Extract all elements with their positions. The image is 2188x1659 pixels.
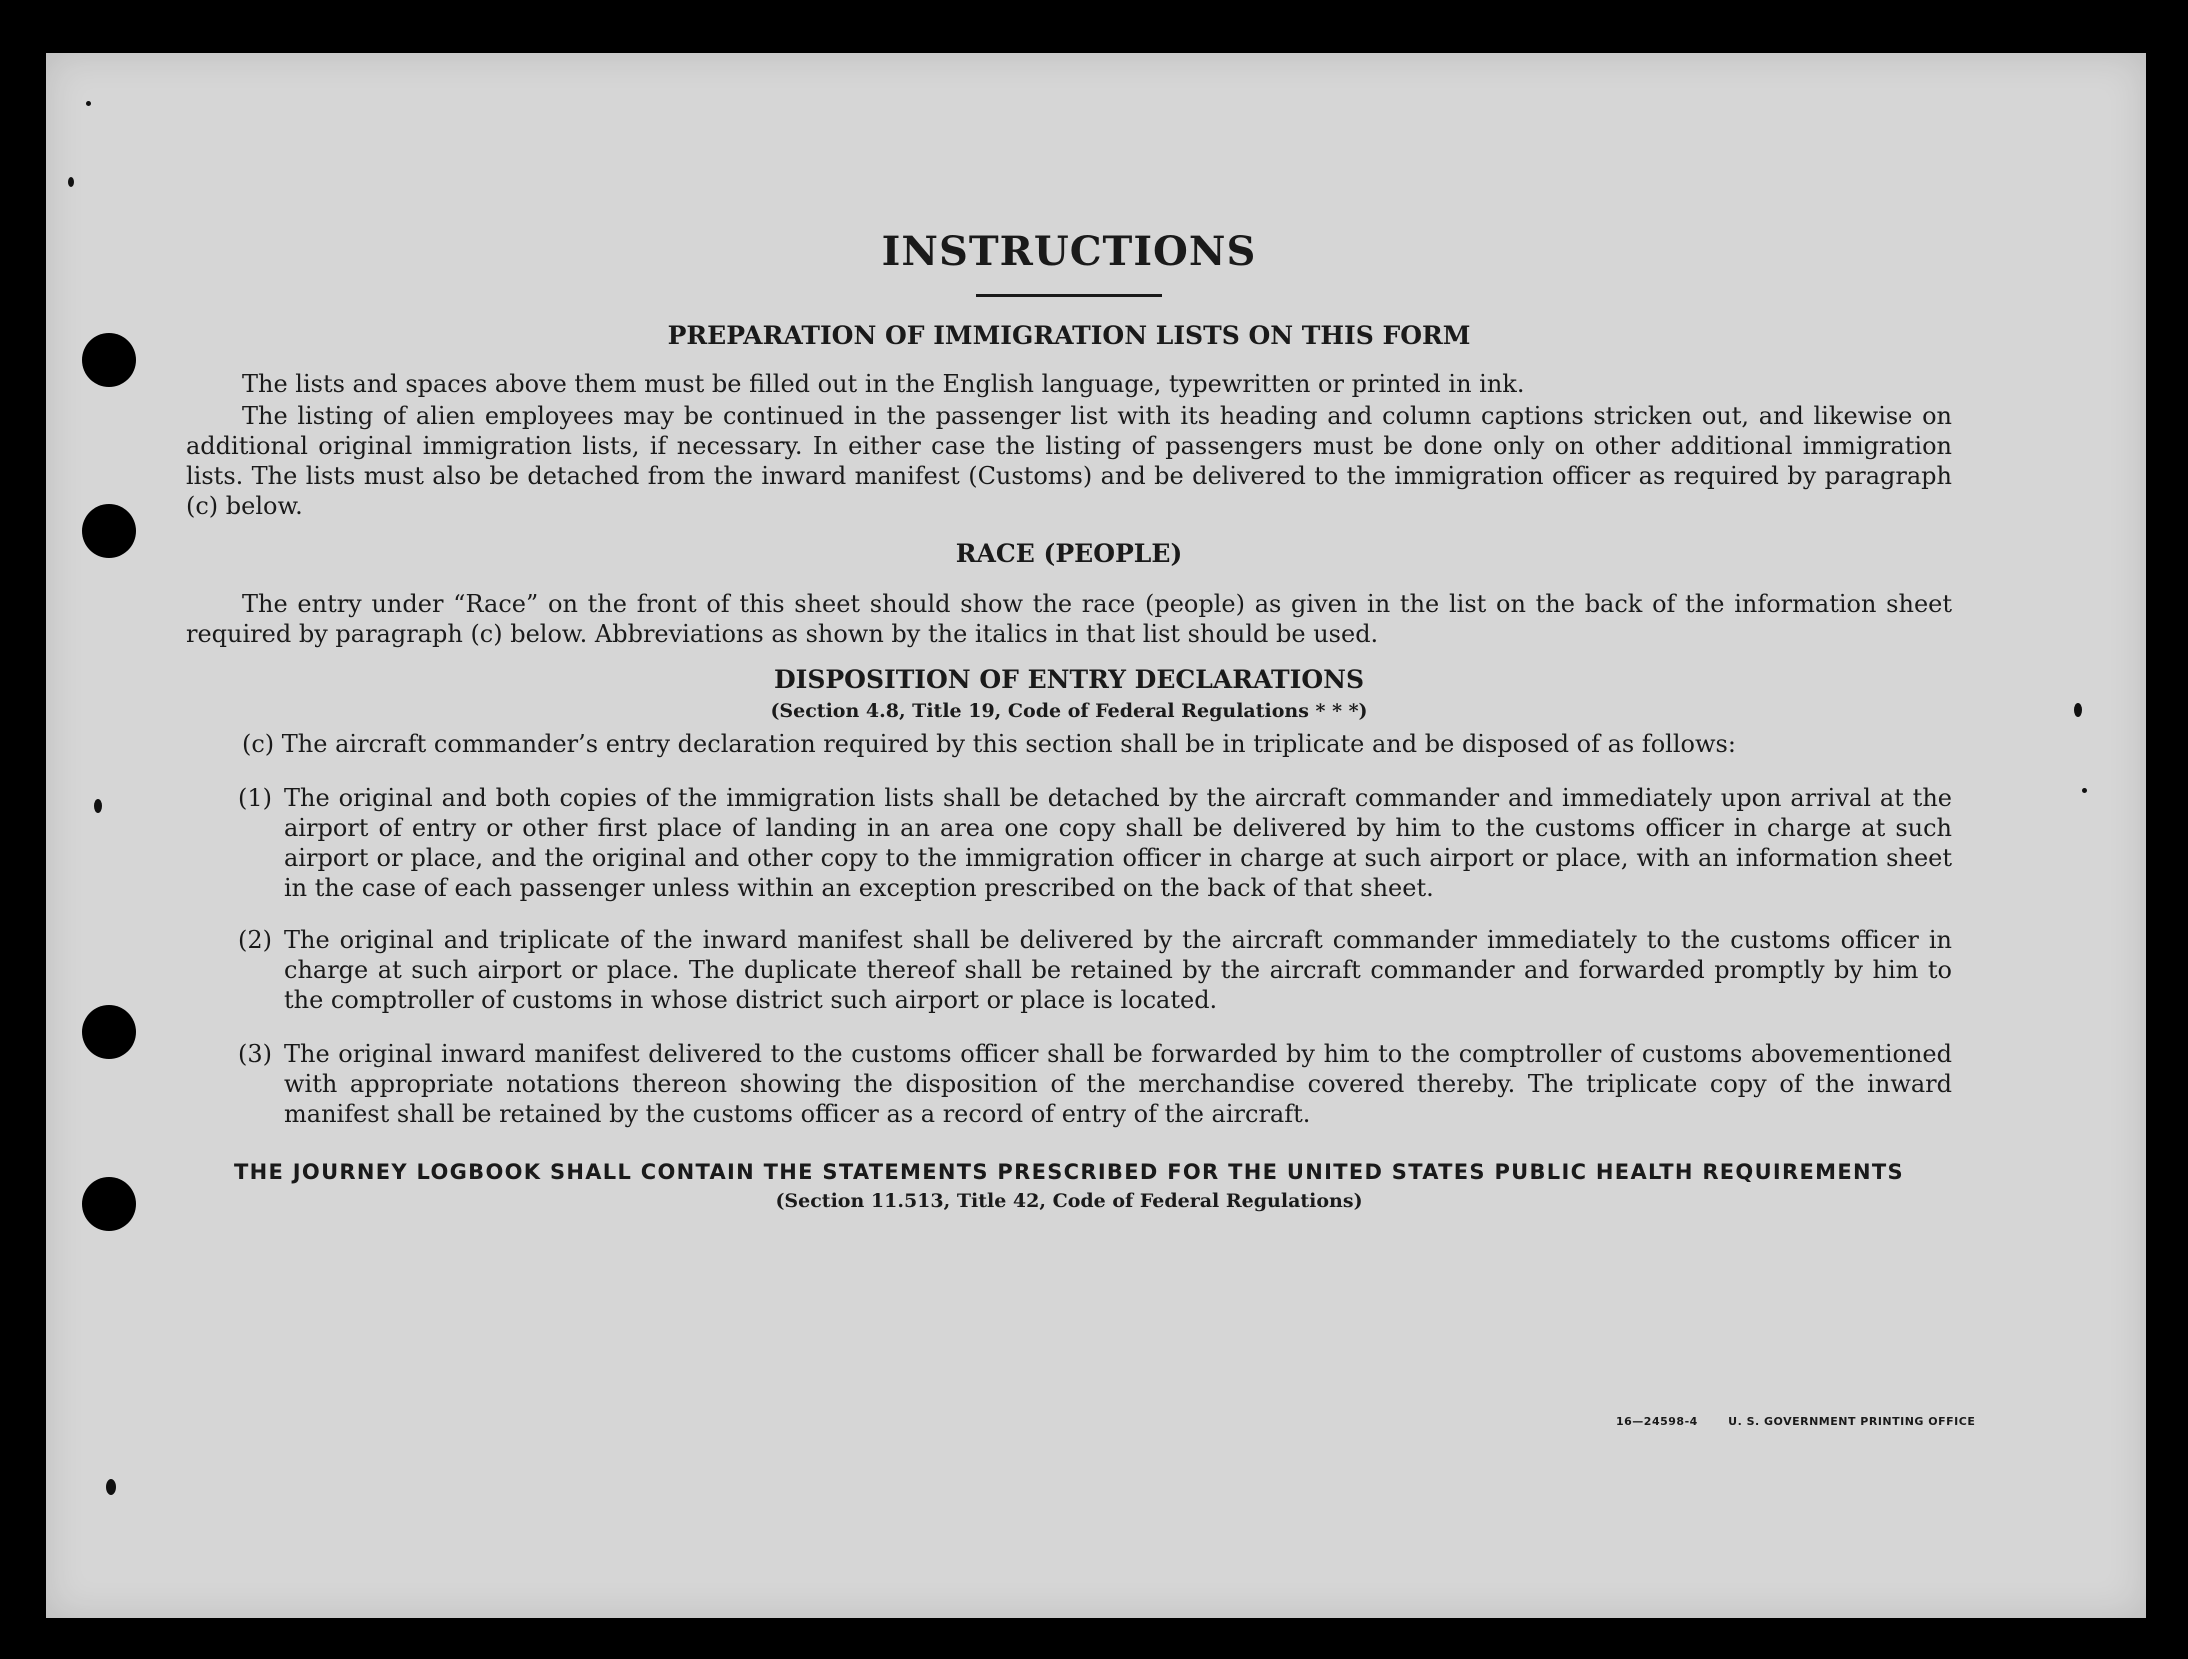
- scan-speck: [86, 101, 91, 106]
- list-item-number: (2): [238, 926, 272, 954]
- scan-speck: [2082, 788, 2087, 793]
- list-item: [238, 783, 1952, 903]
- printer-name: U. S. GOVERNMENT PRINTING OFFICE: [1728, 1415, 1976, 1428]
- list-item-number: (1): [238, 784, 272, 812]
- paragraph-preparation-1: The lists and spaces above them must be filled out in the English language, typewritten or printed in ink.: [242, 370, 1525, 398]
- list-item: [238, 1039, 1952, 1129]
- punch-hole: [82, 1177, 136, 1231]
- punch-hole: [82, 1005, 136, 1059]
- public-health-citation: (Section 11.513, Title 42, Code of Federal Regulations): [775, 1190, 1363, 1212]
- section-citation-disposition: (Section 4.8, Title 19, Code of Federal Regulations * * *): [770, 700, 1368, 722]
- form-number: 16—24598-4: [1616, 1415, 1698, 1428]
- paragraph-preparation-2: The listing of alien employees may be continued in the passenger list with its heading and column captions stricken out, and likewise on additional original immigration lists, if necessary. In either case the listing of passengers must be done only on other additional immigration lists. The lists must also be detached from the inward manifest (Customs) and be delivered to the immigration officer as required by paragraph (c) below.: [186, 402, 1952, 520]
- instructions-content: [186, 170, 1952, 1215]
- public-health-statement: THE JOURNEY LOGBOOK SHALL CONTAIN THE STATEMENTS PRESCRIBED FOR THE UNITED STATES PUBLIC HEALTH REQUIREMENTS: [234, 1160, 1904, 1184]
- punch-hole: [82, 504, 136, 558]
- scan-speck: [68, 177, 74, 187]
- list-item-text: The original inward manifest delivered to the customs officer shall be forwarded by him to the comptroller of customs abovementioned with appropriate notations thereon showing the disposition of the merchandise covered thereby. The triplicate copy of the inward manifest shall be retained by the customs officer as a record of entry of the aircraft.: [284, 1040, 1952, 1128]
- paragraph-race: The entry under “Race” on the front of this sheet should show the race (people) as given in the list on the back of the information sheet required by paragraph (c) below. Abbreviations as shown by the italics in that list should be used.: [186, 590, 1952, 648]
- scan-speck: [94, 799, 102, 813]
- list-item: [238, 925, 1952, 1015]
- scan-speck: [2074, 703, 2082, 717]
- printer-imprint: [1616, 1415, 2001, 1428]
- section-heading-disposition: DISPOSITION OF ENTRY DECLARATIONS: [773, 665, 1365, 694]
- list-item-number: (3): [238, 1040, 272, 1068]
- section-heading-preparation: PREPARATION OF IMMIGRATION LISTS ON THIS FORM: [667, 321, 1471, 350]
- page-title: INSTRUCTIONS: [881, 228, 1257, 275]
- list-item-text: The original and both copies of the immigration lists shall be detached by the aircraft commander and immediately upon arrival at the airport of entry or other first place of landing in an area one copy shall be delivered by him to the customs officer in charge at such airport or place, and the original and other copy to the immigration officer in charge at such airport or place, with an information sheet in the case of each passenger unless within an exception prescribed on the back of that sheet.: [284, 784, 1952, 902]
- punch-hole: [82, 333, 136, 387]
- scan-speck: [106, 1479, 116, 1495]
- paragraph-disposition-intro: (c) The aircraft commander’s entry declaration required by this section shall be in triplicate and be disposed of as follows:: [242, 730, 1736, 758]
- section-heading-race: RACE (PEOPLE): [955, 539, 1183, 568]
- list-item-text: The original and triplicate of the inward manifest shall be delivered by the aircraft commander immediately to the customs officer in charge at such airport or place. The duplicate thereof shall be retained by the aircraft commander and forwarded promptly by him to the comptroller of customs in whose district such airport or place is located.: [284, 926, 1952, 1014]
- title-rule: [976, 294, 1162, 297]
